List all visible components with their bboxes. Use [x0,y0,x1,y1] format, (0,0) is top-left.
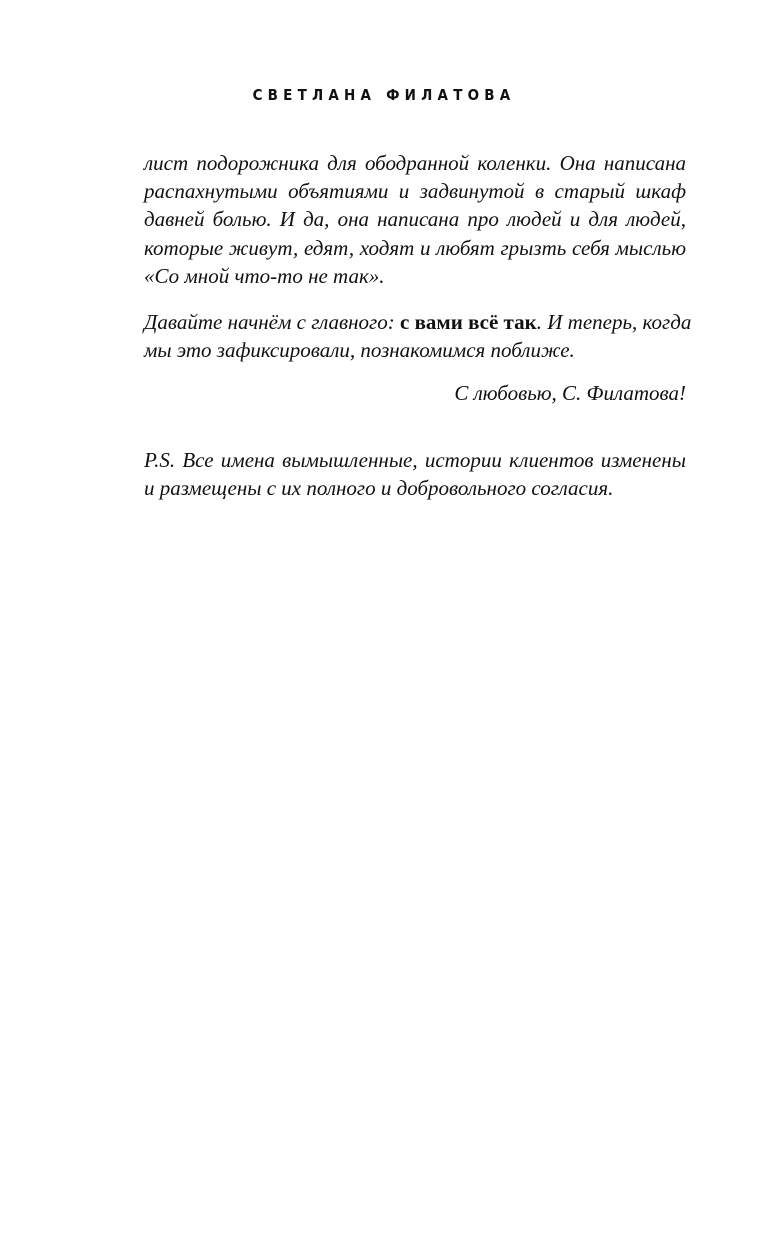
signature: С любовью, С. Филатова! [454,381,686,405]
text-line: лист подорожника для ободранной коленки. Она написана [144,151,686,175]
text-line: и размещены с их полного и добровольного согласия. [144,476,614,501]
running-head-author: СВЕТЛАНА ФИЛАТОВА [252,86,516,104]
text-line: распахнутыми объятиями и задвинутой в старый шкаф [144,179,686,204]
postscript [144,446,686,502]
text-segment: Давайте начнём с главного: [144,310,395,334]
text-segment: . И теперь, когда [536,310,692,334]
text-line: мы это зафиксировали, познакомимся поближе. [144,338,575,363]
text-line-with-emphasis [144,308,692,336]
text-line: P.S. Все имена вымышленные, истории клиентов изменены [144,448,686,472]
text-line: давней болью. И да, она написана про людей и для людей, [144,207,686,232]
text-line: «Со мной что-то не так». [144,263,385,288]
paragraph-intro [144,149,686,290]
emphasis-text: с вами всё так [400,310,537,334]
text-line: которые живут, едят, ходят и любят грызть себя мыслью [144,235,686,260]
paragraph-main-point [144,308,692,364]
